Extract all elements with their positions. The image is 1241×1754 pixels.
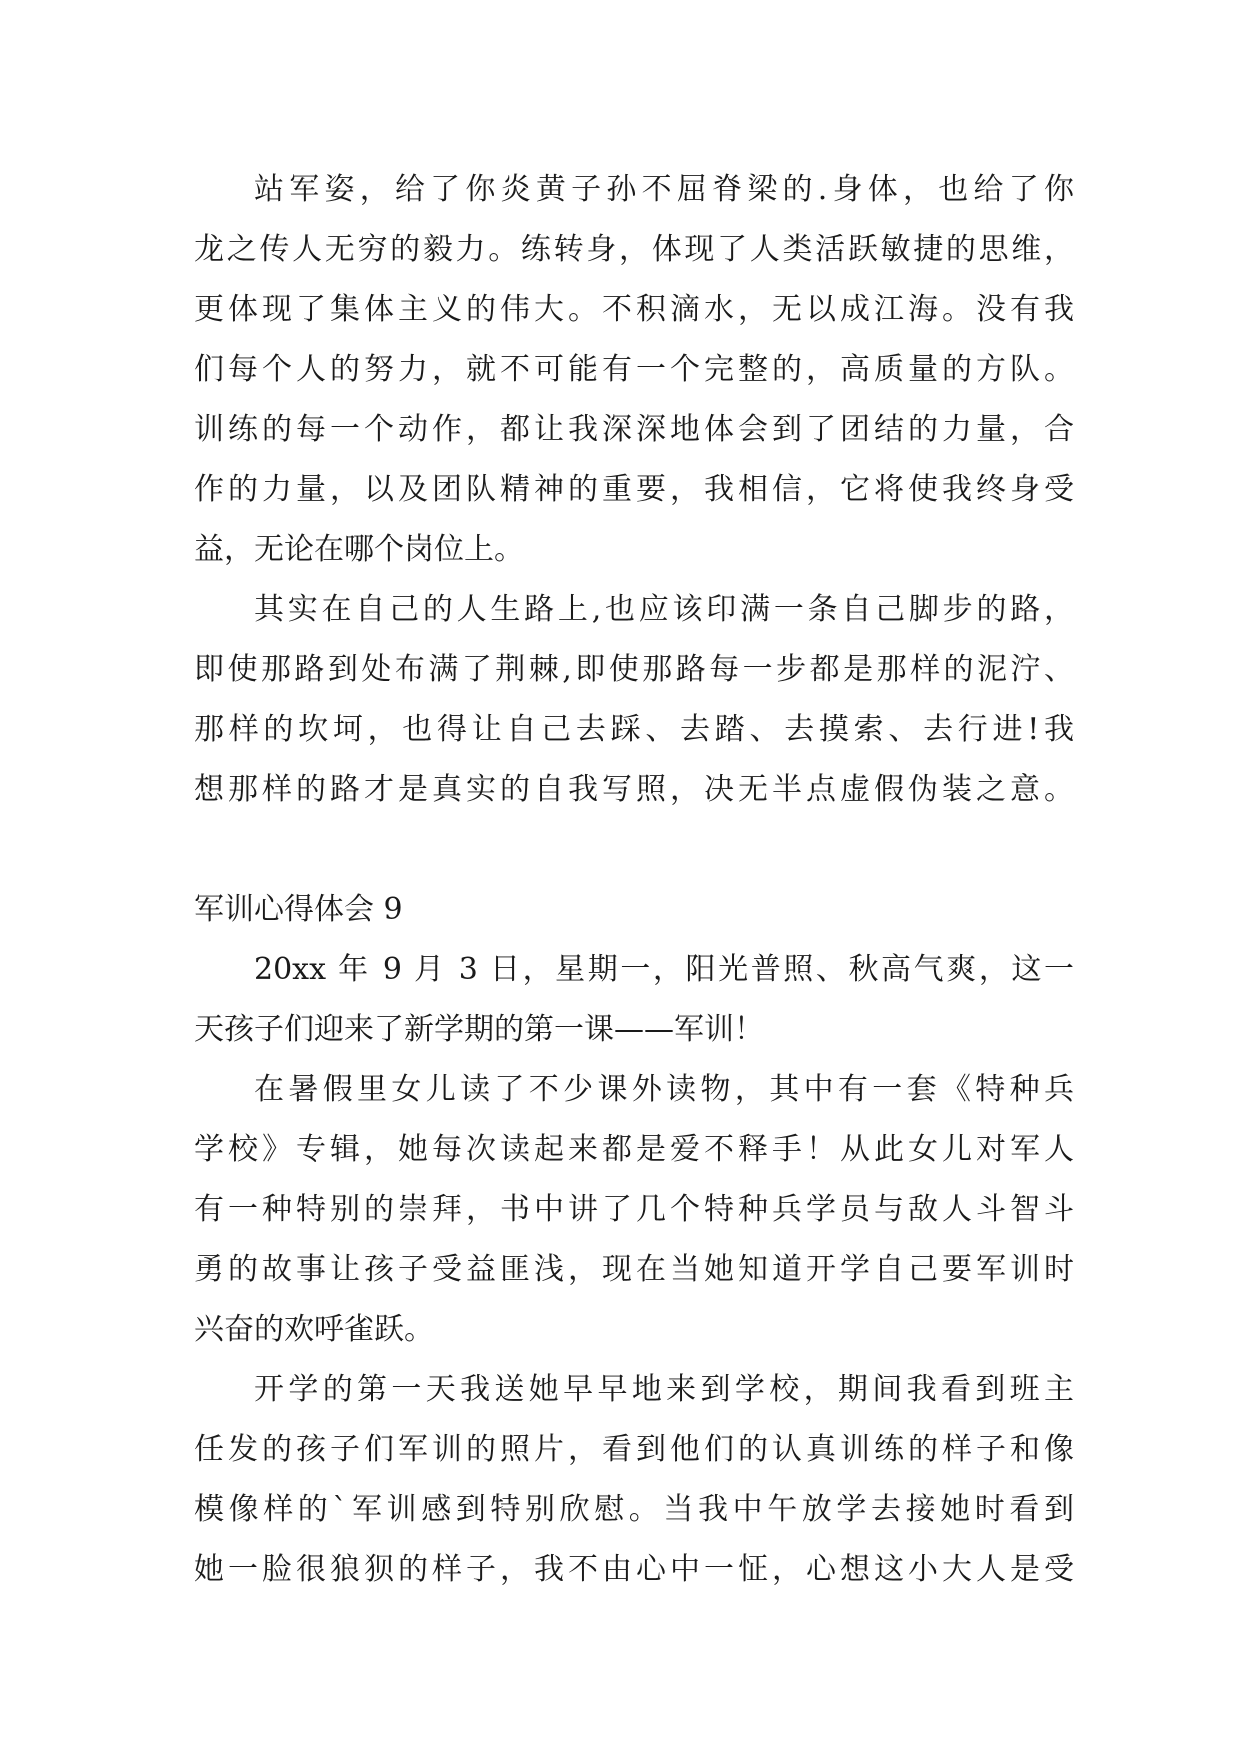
text-line: 她一脸很狼狈的样子，我不由心中一怔，心想这小大人是受 [194, 1552, 1074, 1587]
text-line: 即使那路到处布满了荆棘,即使那路每一步都是那样的泥泞、 [194, 652, 1074, 687]
text-line: 们每个人的努力，就不可能有一个完整的，高质量的方队。 [194, 352, 1074, 387]
text-line: 作的力量，以及团队精神的重要，我相信，它将使我终身受 [194, 472, 1074, 507]
section-spacer [194, 820, 1074, 880]
paragraph-military-posture [194, 160, 1074, 580]
text-line: 开学的第一天我送她早早地来到学校，期间我看到班主 [254, 1372, 1074, 1407]
text-line: 更体现了集体主义的伟大。不积滴水，无以成江海。没有我 [194, 292, 1074, 327]
text-line: 在暑假里女儿读了不少课外读物，其中有一套《特种兵 [254, 1072, 1074, 1107]
text-line: 20xx 年 9 月 3 日，星期一，阳光普照、秋高气爽，这一 [254, 952, 1074, 987]
text-line: 那样的坎坷，也得让自己去踩、去踏、去摸索、去行进!我 [194, 712, 1074, 747]
document-body [194, 160, 1074, 1600]
text-line: 站军姿，给了你炎黄子孙不屈脊梁的.身体，也给了你 [254, 172, 1074, 207]
text-line: 训练的每一个动作，都让我深深地体会到了团结的力量，合 [194, 412, 1074, 447]
paragraph-school-day [194, 1360, 1074, 1600]
text-line: 模像样的`军训感到特别欣慰。当我中午放学去接她时看到 [194, 1492, 1074, 1527]
text-line: 想那样的路才是真实的自我写照，决无半点虚假伪装之意。 [194, 772, 1074, 807]
text-line: 兴奋的欢呼雀跃。 [194, 1312, 434, 1347]
paragraph-first-day [194, 940, 1074, 1060]
text-line: 龙之传人无穷的毅力。练转身，体现了人类活跃敏捷的思维， [194, 232, 1074, 267]
paragraph-summer-reading [194, 1060, 1074, 1360]
text-line: 有一种特别的崇拜，书中讲了几个特种兵学员与敌人斗智斗 [194, 1192, 1074, 1227]
text-line: 其实在自己的人生路上,也应该印满一条自己脚步的路， [254, 592, 1074, 627]
text-line: 益，无论在哪个岗位上。 [194, 532, 524, 567]
section-heading: 军训心得体会 9 [194, 892, 403, 927]
text-line: 学校》专辑，她每次读起来都是爱不释手！从此女儿对军人 [194, 1132, 1074, 1167]
text-line: 天孩子们迎来了新学期的第一课——军训！ [194, 1012, 764, 1047]
paragraph-life-road [194, 580, 1074, 820]
text-line: 勇的故事让孩子受益匪浅，现在当她知道开学自己要军训时 [194, 1252, 1074, 1287]
text-line: 任发的孩子们军训的照片，看到他们的认真训练的样子和像 [194, 1432, 1074, 1467]
